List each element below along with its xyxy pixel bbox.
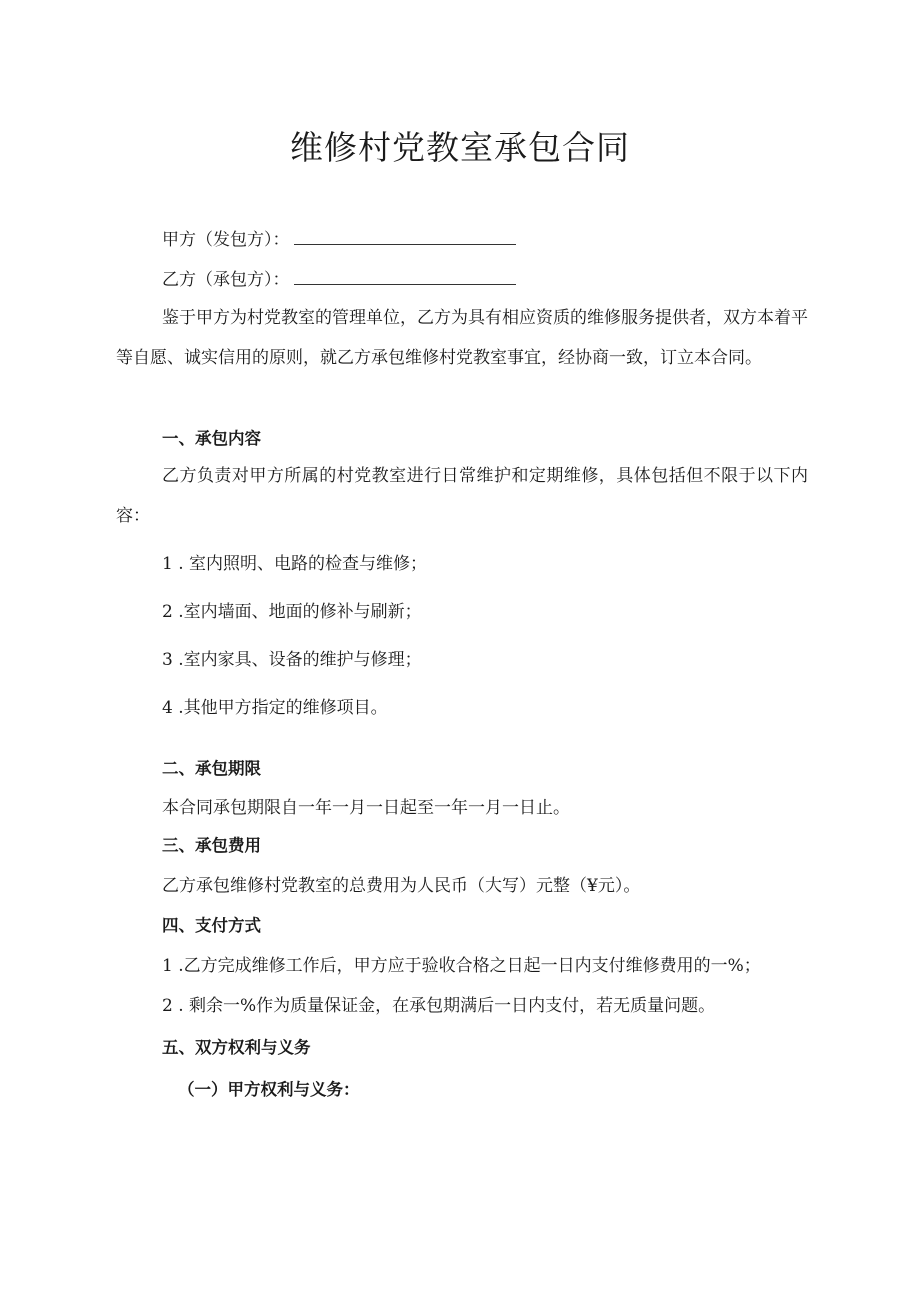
list-item: 2 . 剩余一%作为质量保证金，在承包期满后一日内支付，若无质量问题。 xyxy=(162,996,716,1016)
list-item: 3 .室内家具、设备的维护与修理； xyxy=(162,650,422,670)
section2-heading: 二、承包期限 xyxy=(162,759,261,778)
section3-heading: 三、承包费用 xyxy=(162,836,261,855)
party-a-line xyxy=(162,228,516,252)
section1-intro: 乙方负责对甲方所属的村党教室进行日常维护和定期维修，具体包括但不限于以下内容： xyxy=(116,466,808,526)
preamble-paragraph: 鉴于甲方为村党教室的管理单位，乙方为具有相应资质的维修服务提供者，双方本着平等自愿、诚实信用的原则，就乙方承包维修村党教室事宜，经协商一致，订立本合同。 xyxy=(116,308,808,368)
section1-heading: 一、承包内容 xyxy=(162,429,261,448)
section5-heading: 五、双方权利与义务 xyxy=(162,1038,311,1057)
section2-text: 本合同承包期限自一年一月一日起至一年一月一日止。 xyxy=(162,798,570,818)
party-b-line xyxy=(162,268,516,292)
party-b-label: 乙方（承包方）： xyxy=(162,270,290,290)
section5-sub1-heading: （一）甲方权利与义务： xyxy=(178,1080,360,1099)
list-item: 1 . 室内照明、电路的检查与维修； xyxy=(162,554,428,574)
party-b-blank xyxy=(294,268,516,285)
document-title: 维修村党教室承包合同 xyxy=(290,128,630,167)
section3-text: 乙方承包维修村党教室的总费用为人民币（大写）元整（¥元）。 xyxy=(162,876,641,896)
list-item: 1 .乙方完成维修工作后，甲方应于验收合格之日起一日内支付维修费用的一%； xyxy=(162,956,761,976)
party-a-blank xyxy=(294,228,516,245)
party-a-label: 甲方（发包方）： xyxy=(162,230,290,250)
list-item: 4 .其他甲方指定的维修项目。 xyxy=(162,698,388,718)
section4-heading: 四、支付方式 xyxy=(162,916,261,935)
list-item: 2 .室内墙面、地面的修补与刷新； xyxy=(162,602,422,622)
